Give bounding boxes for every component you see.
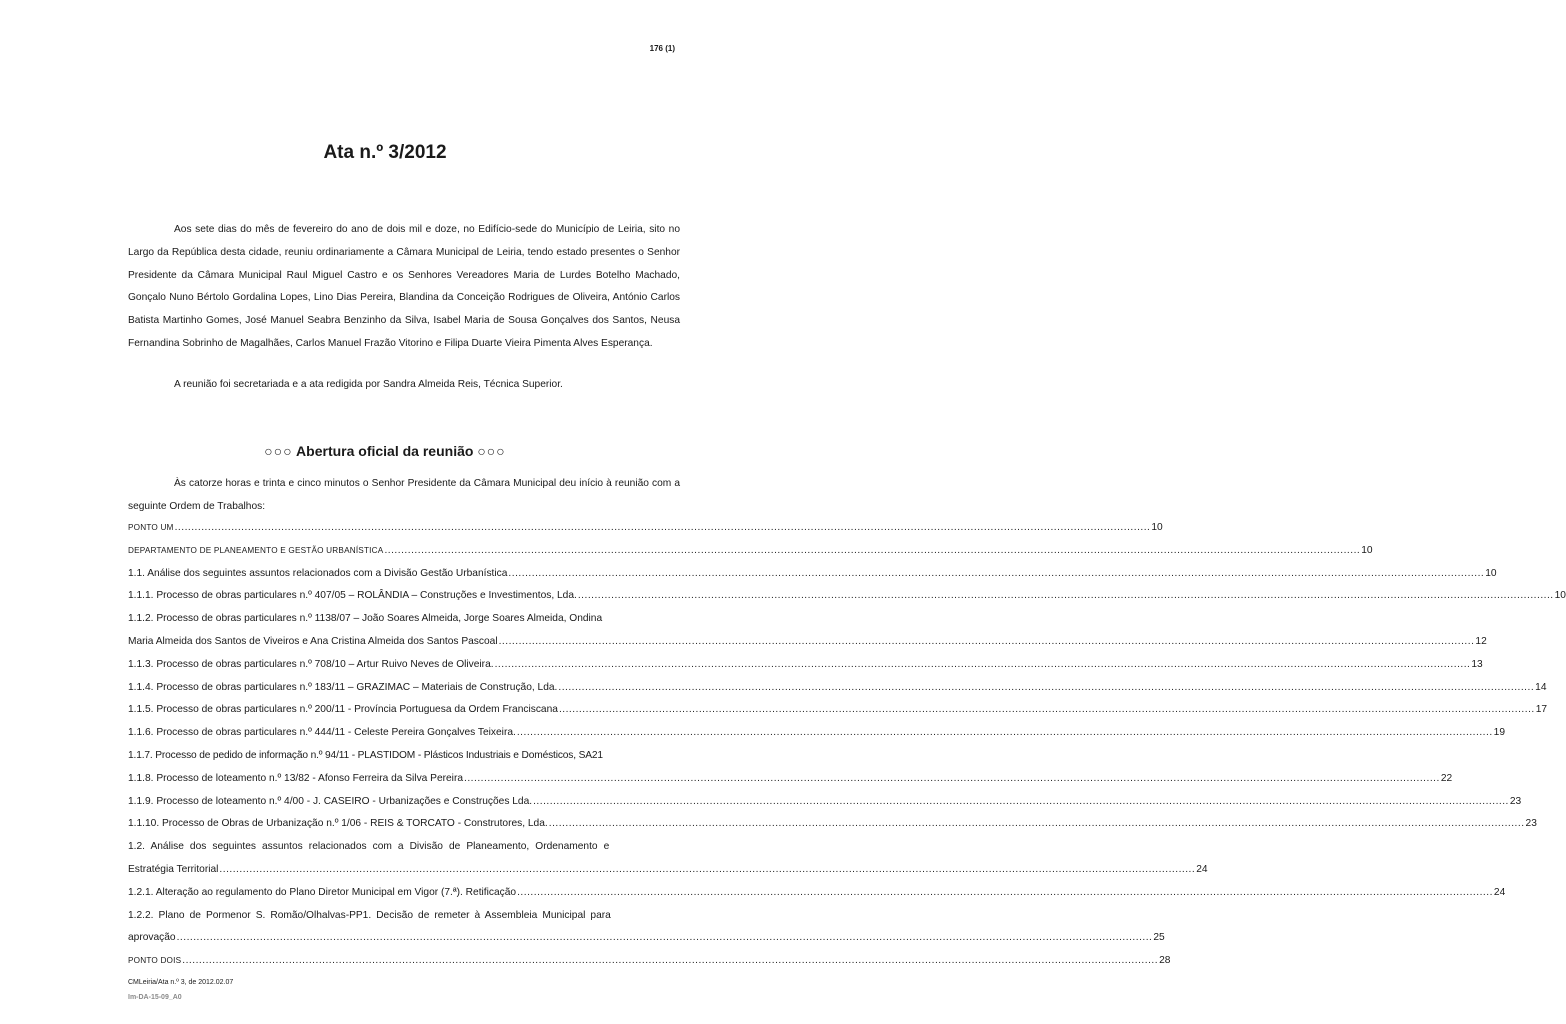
dot-leader: [219, 859, 1195, 882]
dot-leader: [549, 813, 1525, 836]
dot-leader: [384, 540, 1360, 563]
table-of-contents: [128, 517, 1566, 973]
footer-form-code: Im-DA-15-09_A0: [128, 994, 182, 1001]
toc-label: 1.1.7. Processo de pedido de informação n.º 94/11 - PLASTIDOM - Plásticos Industriais e Domésticos, SA: [128, 749, 592, 761]
dot-leader: [559, 699, 1535, 722]
toc-label-line2: Estratégia Territorial: [128, 863, 219, 875]
circles-right-icon: ○○○: [477, 443, 506, 459]
toc-entry-departamento[interactable]: [128, 540, 1373, 563]
dot-leader: [517, 722, 1493, 745]
toc-entry-1-2-1[interactable]: [128, 882, 1506, 905]
circles-left-icon: ○○○: [264, 443, 293, 459]
toc-page: 21: [591, 749, 603, 761]
toc-page: 25: [1153, 932, 1165, 944]
toc-entry-1-1-8[interactable]: [128, 768, 1453, 791]
toc-page: 28: [1159, 955, 1171, 967]
toc-label: 1.1. Análise dos seguintes assuntos relacionados com a Divisão Gestão Urbanística: [128, 567, 508, 579]
toc-page: 24: [1196, 863, 1208, 875]
toc-page: 23: [1525, 818, 1537, 830]
toc-label: 1.1.6. Processo de obras particulares n.º 444/11 - Celeste Pereira Gonçalves Teixeira.: [128, 727, 516, 739]
toc-page: 12: [1475, 635, 1487, 647]
toc-label: 1.1.4. Processo de obras particulares n.º 183/11 – GRAZIMAC – Materiais de Construção, Lda.: [128, 681, 558, 693]
dot-leader: [558, 677, 1534, 700]
toc-label: 1.1.1. Processo de obras particulares n.º 407/05 – ROLÂNDIA – Construções e Investimentos, Lda.: [128, 590, 577, 602]
dot-leader: [578, 585, 1554, 608]
toc-entry-1-1-10[interactable]: [128, 813, 1537, 836]
toc-page: 24: [1493, 886, 1506, 898]
intro-text: Aos sete dias do mês de fevereiro do ano de dois mil e doze, no Edifício-sede do Município de Leiria, sito no Largo da República desta cidade, reuniu ordinariamente a Câmara Municipal de Leiria, tendo estado presentes o Senhor Presidente da Câmara Municipal Raul Miguel Castro e os Senhores Vereadores Maria de Lurdes Botelho Machado, Gonçalo Nuno Bértolo Gordalina Lopes, Lino Dias Pereira, Blandina da Conceição Rodrigues de Oliveira, António Carlos Batista Martinho Gomes, José Manuel Seabra Benzinho da Silva, Isabel Maria de Sousa Gonçalves dos Santos, Neusa Fernandina Sobrinho de Magalhães, Carlos Manuel Frazão Vitorino e Filipa Duarte Vieira Pimenta Alves Esperança.: [128, 224, 680, 349]
toc-page: 23: [1509, 795, 1522, 807]
secretary-paragraph: [128, 374, 680, 397]
toc-label-line2: Maria Almeida dos Santos de Viveiros e Ana Cristina Almeida dos Santos Pascoal: [128, 635, 498, 647]
toc-label: PONTO UM: [128, 523, 174, 532]
toc-label-line1: 1.1.2. Processo de obras particulares n.º 1138/07 – João Soares Almeida, Jorge Soares Almeida, Ondina: [128, 613, 603, 625]
toc-entry-1-1-2[interactable]: [128, 608, 1487, 654]
toc-label: 1.1.3. Processo de obras particulares n.º 708/10 – Artur Ruivo Neves de Oliveira.: [128, 658, 494, 670]
document-title: Ata n.º 3/2012: [323, 142, 447, 163]
toc-label: 1.1.9. Processo de loteamento n.º 4/00 - J. CASEIRO - Urbanizações e Construções Lda.: [128, 795, 533, 807]
toc-label-line2: aprovação: [128, 932, 176, 944]
intro-paragraph: [128, 219, 680, 356]
toc-entry-1-1-9[interactable]: [128, 791, 1522, 814]
toc-page: 22: [1440, 772, 1453, 784]
toc-entry-ponto-um[interactable]: [128, 517, 1163, 540]
footer-reference: CMLeiria/Ata n.º 3, de 2012.02.07: [128, 979, 234, 986]
page-number: 176 (1): [649, 44, 675, 53]
toc-entry-1-1[interactable]: [128, 563, 1497, 586]
opening-paragraph: [128, 473, 680, 519]
toc-page: 10: [1151, 522, 1163, 533]
toc-label-line1: 1.2. Análise dos seguintes assuntos relacionados com a Divisão de Planeamento, Ordenamento e: [128, 841, 610, 853]
toc-page: 17: [1535, 704, 1548, 716]
toc-page: 19: [1493, 727, 1505, 739]
toc-label: 1.1.5. Processo de obras particulares n.º 200/11 - Província Portuguesa da Ordem Franciscana: [128, 704, 558, 716]
toc-page: 10: [1554, 590, 1566, 602]
toc-label: DEPARTAMENTO DE PLANEAMENTO E GESTÃO URBANÍSTICA: [128, 545, 384, 555]
toc-label-line1: 1.2.2. Plano de Pormenor S. Romão/Olhalvas-PP1. Decisão de remeter à Assembleia Municipal para: [128, 909, 611, 921]
toc-page: 10: [1485, 567, 1497, 579]
toc-page: 10: [1361, 544, 1373, 556]
toc-label: PONTO DOIS: [128, 956, 182, 966]
toc-entry-1-2-2[interactable]: [128, 905, 1165, 951]
toc-entry-1-1-4[interactable]: [128, 677, 1547, 700]
dot-leader: [182, 950, 1158, 973]
toc-entry-1-1-6[interactable]: [128, 722, 1505, 745]
dot-leader: [175, 517, 1151, 540]
dot-leader: [508, 563, 1484, 586]
dot-leader: [464, 768, 1440, 791]
opening-text: Às catorze horas e trinta e cinco minutos o Senhor Presidente da Câmara Municipal deu início à reunião com a seguinte Ordem de Trabalhos:: [128, 478, 680, 512]
section-title: Abertura oficial da reunião: [296, 443, 474, 459]
secretary-text: A reunião foi secretariada e a ata redigida por Sandra Almeida Reis, Técnica Superior.: [174, 379, 563, 390]
dot-leader: [517, 882, 1493, 905]
toc-page: 14: [1535, 681, 1547, 693]
toc-label: 1.1.10. Processo de Obras de Urbanização n.º 1/06 - REIS & TORCATO - Construtores, Lda.: [128, 818, 548, 830]
section-heading: [0, 443, 770, 459]
toc-page: 13: [1471, 658, 1483, 670]
dot-leader: [499, 631, 1475, 654]
toc-label: 1.2.1. Alteração ao regulamento do Plano Diretor Municipal em Vigor (7.ª). Retificação: [128, 886, 517, 898]
toc-entry-1-1-7[interactable]: [128, 745, 681, 768]
dot-leader: [533, 791, 1509, 814]
dot-leader: [177, 927, 1153, 950]
toc-entry-ponto-dois[interactable]: [128, 950, 1171, 973]
toc-entry-1-1-1[interactable]: [128, 585, 1566, 608]
toc-label: 1.1.8. Processo de loteamento n.º 13/82 - Afonso Ferreira da Silva Pereira: [128, 772, 463, 784]
dot-leader: [495, 654, 1471, 677]
toc-entry-1-1-5[interactable]: [128, 699, 1548, 722]
toc-entry-1-1-3[interactable]: [128, 654, 1483, 677]
toc-entry-1-2[interactable]: [128, 836, 1208, 882]
